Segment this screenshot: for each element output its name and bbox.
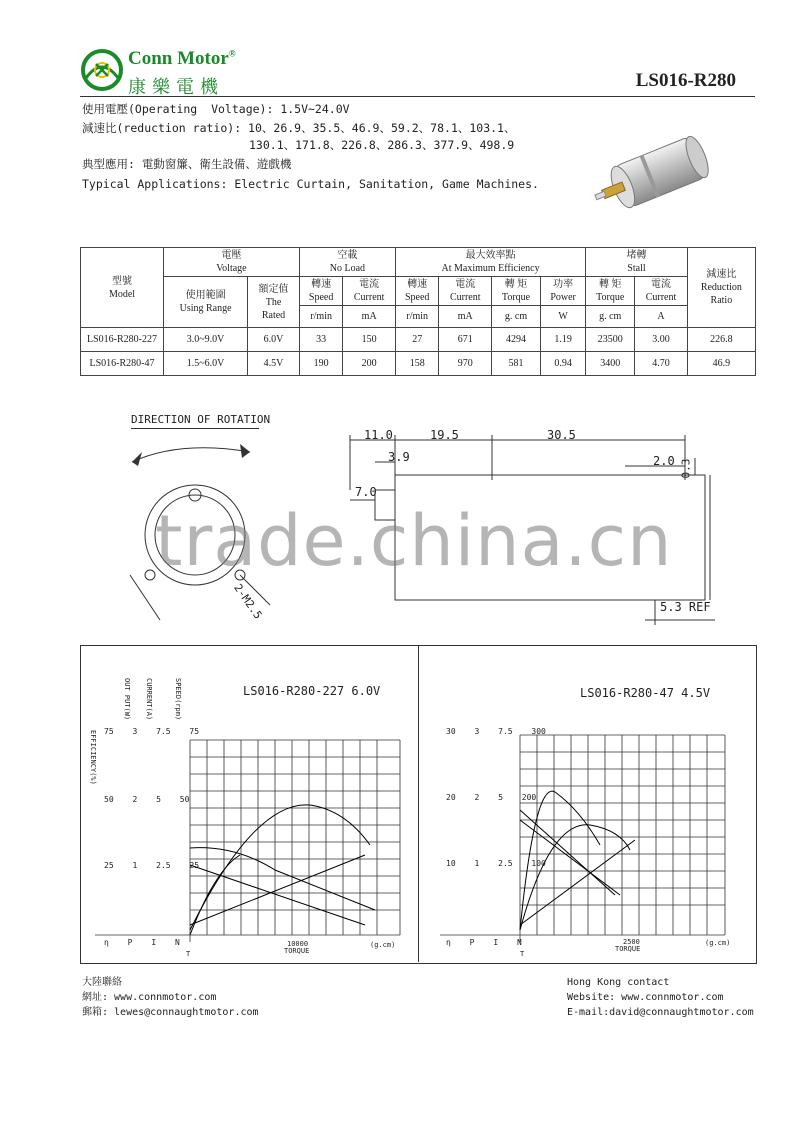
contact-mainland-web[interactable]: 網址: www.connmotor.com [82, 992, 217, 1003]
axis-speed: SPEED(rpm) [174, 678, 182, 721]
chart-left [95, 670, 415, 950]
axis-efficiency: EFFICIENCY(%) [89, 730, 97, 785]
chart-right-xunit: (g.cm) [705, 939, 731, 947]
chart-title-left: LS016-R280-227 6.0V [243, 684, 381, 698]
ticks-right-20: 20 2 5 200 [446, 793, 537, 802]
ticks-left-25: 25 1 2.5 25 [104, 861, 200, 870]
table-row: LS016-R280-47 1.5~6.0V 4.5V 190 200 158 970 581 0.94 3400 4.70 46.9 [81, 352, 756, 376]
rotation-label: DIRECTION OF ROTATION [131, 413, 271, 426]
chart-title-right: LS016-R280-47 4.5V [580, 686, 711, 700]
spec-ratio-1: 減速比(reduction ratio): 10、26.9、35.5、46.9、59.2、78.1、103.1、 [82, 121, 516, 135]
page-title: LS016-R280 [635, 70, 736, 91]
chart-left-xunit: (g.cm) [370, 941, 396, 949]
table-row: LS016-R280-227 3.0~9.0V 6.0V 33 150 27 671 4294 1.19 23500 3.00 226.8 [81, 328, 756, 352]
spec-ratio-2: 130.1、171.8、226.8、286.3、377.9、498.9 [249, 138, 515, 152]
logo-icon [80, 48, 124, 92]
chart-left-xlabel: TORQUE [284, 947, 310, 955]
contact-mainland-mail[interactable]: 郵箱: lewes@connaughtmotor.com [82, 1007, 259, 1018]
brand-name-zh: 康樂電機 [128, 77, 224, 98]
dim-2: 2.0 [653, 454, 675, 468]
dim-ref: 5.3 REF [660, 600, 711, 614]
contact-mainland: 大陸聯絡 網址: www.connmotor.com 郵箱: lewes@connaughtmotor.com [82, 977, 259, 1018]
header-divider [80, 96, 755, 97]
motor-photo [585, 120, 735, 225]
axis-current: CURRENT(A) [145, 678, 153, 721]
chart-right-xlabel: TORQUE [615, 945, 641, 953]
chart-left-keys: η P I N [104, 938, 180, 947]
spec-table: 型號 Model 電壓 Voltage 空載 No Load 最大效率點 At Maximum Efficiency 堵轉 Stall 減速比 Reduction Ratio 使用範圍 Using Range 額定值 The Rated 轉速 Speed 電流 Current 轉速 Speed 電流 Current 轉 矩 Torque 功率 Power 轉 矩 Torque 電流 Current r/min mA r/min mA g. cm W g. cm A LS016-R280-227 3.0~9.0V 6.0V 33 150 27 671 4294 1.19 23500 3.00 226.8 LS016-R280-47 1.5~6.0V 4.5V 190 200 158 970 581 0.94 3400 4.70 46.9 [80, 247, 756, 376]
contact-hk: Hong Kong contact Website: www.connmotor.com E-mail:david@connaughtmotor.com [567, 977, 754, 1018]
chart-right-xtick: 2500 [623, 938, 640, 946]
spec-applications-en: Typical Applications: Electric Curtain, Sanitation, Game Machines. [82, 177, 539, 191]
spec-voltage: 使用電壓(Operating Voltage): 1.5V~24.0V [82, 102, 350, 116]
dim-3-9: 3.9 [388, 450, 410, 464]
ticks-right-10: 10 1 2.5 100 [446, 859, 546, 868]
dim-30-5: 30.5 [547, 428, 576, 442]
ticks-left-50: 50 2 5 50 [104, 795, 190, 804]
ticks-left-75: 75 3 7.5 75 [104, 727, 200, 736]
brand-logo [80, 48, 124, 92]
ticks-right-30: 30 3 7.5 300 [446, 727, 546, 736]
axis-output: OUT PUT(W) [123, 678, 131, 721]
dim-thread: 2-M2.5 [231, 581, 265, 622]
dim-7: 7.0 [355, 485, 377, 499]
dim-0-3: 0.3 [679, 458, 693, 479]
chart-right-origin: T [520, 950, 525, 958]
performance-divider [418, 645, 419, 962]
brand-name-en: Conn Motor® [128, 48, 236, 69]
dim-11: 11.0 [364, 428, 393, 442]
spec-applications-zh: 典型應用: 電動窗簾、衛生設備、遊戲機 [82, 157, 292, 171]
chart-right-keys: η P I N [446, 938, 522, 947]
watermark: trade.china.cn [155, 500, 673, 582]
rotation-underline [131, 428, 259, 429]
contact-hk-web[interactable]: Website: www.connmotor.com [567, 992, 724, 1003]
dim-19-5: 19.5 [430, 428, 459, 442]
chart-left-origin: T [186, 950, 191, 958]
contact-hk-mail[interactable]: E-mail:david@connaughtmotor.com [567, 1007, 754, 1018]
chart-right [440, 670, 750, 950]
chart-left-xtick: 10000 [287, 940, 309, 948]
header-voltage: 電壓 Voltage [164, 248, 300, 277]
